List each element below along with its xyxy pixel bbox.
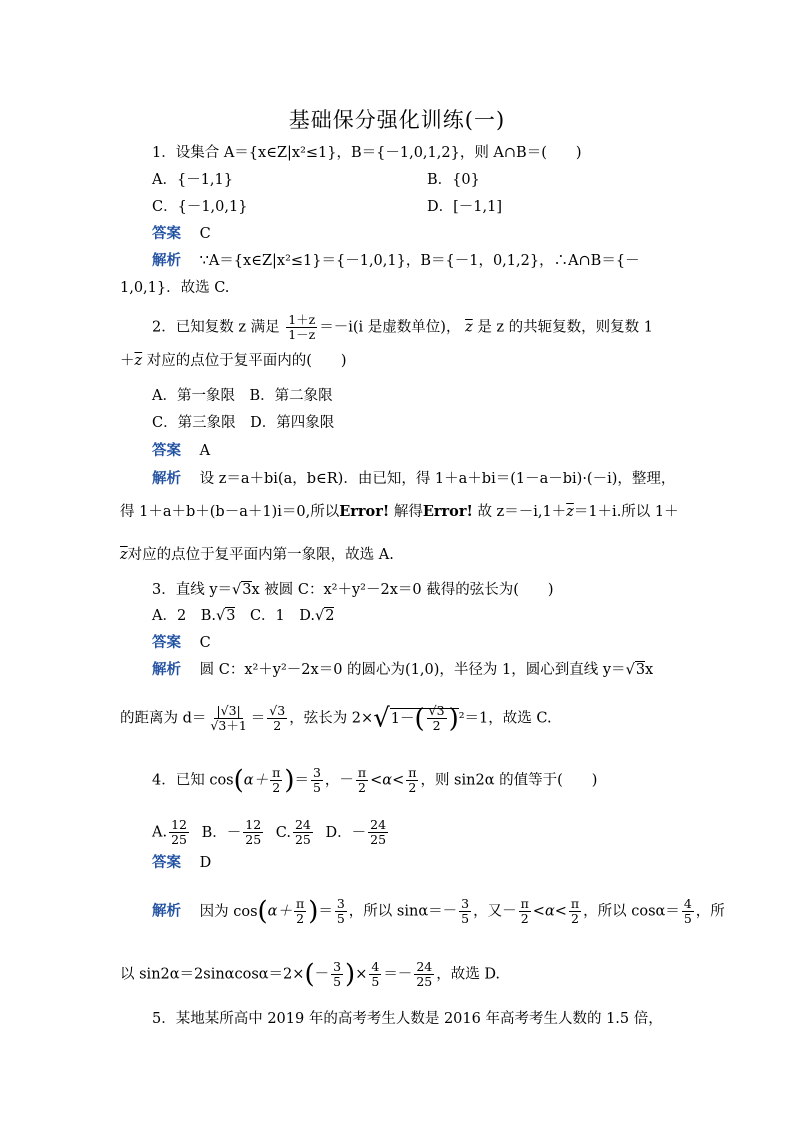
q4-stem-b: ，－ xyxy=(324,772,354,789)
q1-answer xyxy=(152,224,211,244)
q3-distance-frac xyxy=(208,704,248,733)
q4-an-1d: ，所以 cosα＝ xyxy=(583,903,680,920)
q3-opt-a-b: A．2 B. xyxy=(152,608,216,624)
q4-a-den: 25 xyxy=(171,832,187,847)
q4-an-five-2: 5 xyxy=(461,911,470,926)
q3-frac2-den: 2 xyxy=(273,718,282,733)
q4-an-25: 25 xyxy=(416,974,433,989)
q4-alpha-plus: α＋ xyxy=(243,772,269,789)
q2-zbar-3: $\overline{z}$ xyxy=(566,504,574,520)
q2-options-ab: A．第一象限 B．第二象限 xyxy=(152,388,333,404)
q3-analysis-1a: 圆 C：x²＋y²－2x＝0 的圆心为(1,0)，半径为 1，圆心到直线 y＝ xyxy=(199,662,626,678)
q4-five: 5 xyxy=(312,780,321,795)
q1-answer-value: C xyxy=(199,226,211,242)
q1-stem: 1．设集合 A＝{x∈Z|x²≤1}，B＝{－1,0,1,2}，则 A∩B＝( ) xyxy=(152,145,582,161)
answer-label: 答案 xyxy=(152,225,181,242)
q2-analysis-2c: 故 z＝－i,1＋ xyxy=(477,504,567,520)
q4-d-num: 24 xyxy=(370,817,387,832)
q4-opt-a: A. xyxy=(152,824,168,841)
q3-opt-c-d: C．1 D. xyxy=(235,608,315,624)
answer-label: 答案 xyxy=(152,442,181,459)
q3-stem: 3．直线 y＝√3x 被圆 C：x²＋y²－2x＝0 截得的弦长为( ) xyxy=(152,582,554,598)
q3-analysis-line1: 解析 圆 C：x²＋y²－2x＝0 的圆心为(1,0)，半径为 1，圆心到直线 y＝√3x xyxy=(152,661,654,678)
q3-analysis-2c: ²＝1，故选 C. xyxy=(458,710,552,727)
q4-a-num: 12 xyxy=(171,817,187,832)
q4-an-five-3: 5 xyxy=(683,911,692,926)
q4-opt-d: D．－ xyxy=(325,824,367,841)
q2-stem-c: 是 z 的共轭复数，则复数 1 xyxy=(477,319,654,336)
q4-an-three-2: 3 xyxy=(461,896,470,911)
q3-analysis-line2: 的距离为 d＝ $\frac{|√3|}{√3+1}$ ＝ $\frac{√3}{2}$ ，弦长为 2×√1－( $\frac{√3}{2}$ )²＝1，故选 C. xyxy=(120,703,552,734)
answer-label: 答案 xyxy=(152,854,181,871)
q4-c-den: 25 xyxy=(294,832,311,847)
q2-answer-value: A xyxy=(199,443,211,459)
q2-zbar-2: $\overline{z}$ xyxy=(134,353,143,369)
q2-stem-line2 xyxy=(120,351,347,371)
q4-d-den: 25 xyxy=(370,832,387,847)
q1-analysis-text1: ∵A＝{x∈Z|x²≤1}＝{－1,0,1}，B＝{－1，0,1,2}，∴A∩B＝{－ xyxy=(199,253,640,269)
q2-analysis-2b: 解得 xyxy=(393,504,423,520)
q2-options-cd: C．第三象限 D．第四象限 xyxy=(152,415,335,431)
q4-an-1b: ，所以 sinα＝－ xyxy=(348,903,458,920)
q4-stem: 4．已知 cos(α＋ $\frac{\pi}{2}$ )＝ $\frac{3}{5}$ ，－ $\frac{\pi}{2}$ <α< $\frac{\pi}{2}$ ，则 sin2α 的值等于( ) xyxy=(152,765,598,796)
q4-an-1a: 因为 cos xyxy=(199,903,258,920)
q3-opt-b-value: 3 xyxy=(226,608,236,624)
q1-analysis-line2: 1,0,1}．故选 C. xyxy=(120,280,230,296)
analysis-label: 解析 xyxy=(152,902,181,920)
q4-b-den: 25 xyxy=(245,832,262,847)
q2-analysis-2a: 得 1＋a＋b＋(b－a＋1)i＝0,所以 xyxy=(120,504,340,520)
q4-an-five-5: 5 xyxy=(371,974,380,989)
q4-an-two-2: 2 xyxy=(520,911,529,926)
q4-options xyxy=(152,818,390,847)
q4-an-pi: π xyxy=(295,896,305,911)
analysis-label: 解析 xyxy=(152,661,181,678)
q4-an-24: 24 xyxy=(416,959,433,974)
q3-analysis-2b: ，弦长为 2× xyxy=(289,710,374,727)
q3-answer-value: C xyxy=(199,635,211,651)
q1-analysis-line1 xyxy=(152,251,640,271)
q4-an-three-3: 3 xyxy=(333,959,342,974)
q3-analysis-1b: x xyxy=(645,662,654,678)
q4-pi-3: π xyxy=(408,765,417,780)
q4-an-three: 3 xyxy=(336,896,345,911)
analysis-label: 解析 xyxy=(152,252,181,269)
q4-an-pi-2: π xyxy=(520,896,529,911)
q3-eq: ＝ xyxy=(250,710,266,727)
q4-three: 3 xyxy=(312,765,321,780)
q4-b-num: 12 xyxy=(245,817,262,832)
q4-stem-c: ，则 sin2α 的值等于( ) xyxy=(420,772,598,789)
q4-two: 2 xyxy=(272,780,281,795)
q2-analysis-text1: 设 z＝a＋bi(a，b∈R)．由已知，得 1＋a＋bi＝(1－a－bi)·(－i)，整理， xyxy=(199,471,676,487)
q4-an-2b: × xyxy=(355,966,368,983)
q4-analysis-line2: 以 sin2α＝2sinαcosα＝2×(－ $\frac{3}{5}$ )× $\frac{4}{5}$ ＝－ $\frac{24}{25}$ ，故选 D. xyxy=(120,959,501,990)
q3-frac3-num: √3 xyxy=(428,703,445,718)
q1-option-b: B．{0} xyxy=(427,172,480,188)
q2-zbar: $\overline{z}$ xyxy=(465,319,473,336)
q4-two-3: 2 xyxy=(408,780,417,795)
q3-stem-a: 3．直线 y＝ xyxy=(152,582,233,598)
q2-analysis-line2 xyxy=(120,502,679,522)
q3-frac2-num: √3 xyxy=(269,703,286,718)
q2-stem-b: ＝－i(i 是虚数单位)， xyxy=(319,319,461,336)
q3-opt-d-value: 2 xyxy=(325,608,335,624)
q4-an-1c: ，又－ xyxy=(473,903,517,920)
q4-analysis-line1: 解析 因为 cos(α＋ $\frac{\pi}{2}$ )＝ $\frac{3}{5}$ ，所以 sinα＝－ $\frac{3}{5}$ ，又－ $\frac{\pi}{2}$ <α< $\frac{\pi}{2}$ ，所以 cosα＝ $\frac{4}{5}$ ，所 xyxy=(152,896,725,927)
q2-frac-den: 1－z xyxy=(288,327,316,342)
q4-an-2d: ，故选 D. xyxy=(436,966,501,983)
q3-sqrt3: 3 xyxy=(242,582,252,598)
q4-an-two: 2 xyxy=(296,911,305,926)
page-title: 基础保分强化训练(一) xyxy=(288,108,506,132)
q4-an-four: 4 xyxy=(683,896,692,911)
q1-option-c: C．{－1,0,1} xyxy=(152,199,248,215)
q2-stem-a: 2．已知复数 z 满足 xyxy=(152,319,280,336)
q4-an-pi-3: π xyxy=(570,896,580,911)
q2-stem-line1 xyxy=(152,313,653,342)
q4-c-num: 24 xyxy=(294,817,311,832)
q5-stem: 5．某地某所高中 2019 年的高考考生人数是 2016 年高考考生人数的 1.5 倍， xyxy=(152,1011,663,1027)
q3-result-frac xyxy=(267,704,287,733)
q4-range: <α< xyxy=(370,772,405,789)
q2-error-2: Error! xyxy=(422,503,473,520)
q3-answer xyxy=(152,633,211,653)
q3-options: A．2 B.√3 C．1 D.√2 xyxy=(152,608,335,624)
q4-an-two-3: 2 xyxy=(571,911,579,926)
q3-stem-b: x 被圆 C：x²＋y²－2x＝0 截得的弦长为( ) xyxy=(251,582,554,598)
q3-radicand: 1－( $\frac{√3}{2}$ ) xyxy=(390,703,459,734)
q4-opt-c: C. xyxy=(275,824,291,841)
q4-an-eq: ＝ xyxy=(318,903,333,920)
q3-inner-one: 1－ xyxy=(390,710,415,727)
q2-zbar-4: $\overline{z}$ xyxy=(120,547,128,563)
q4-pi: π xyxy=(272,765,281,780)
q2-analysis-3: 对应的点位于复平面内第一象限，故选 A. xyxy=(127,547,394,563)
q4-an-2a: 以 sin2α＝2sinαcosα＝2× xyxy=(120,966,305,983)
q3-frac3-den: 2 xyxy=(432,718,441,733)
answer-label: 答案 xyxy=(152,634,181,651)
q4-an-alpha: α＋ xyxy=(267,903,292,920)
q4-an-four-2: 4 xyxy=(371,959,380,974)
q4-eq: ＝ xyxy=(294,772,309,789)
q2-analysis-2d: ＝1＋i.所以 1＋ xyxy=(573,504,679,520)
q2-analysis-line1 xyxy=(152,469,675,489)
q4-an-1e: ，所 xyxy=(695,903,725,920)
q4-two-2: 2 xyxy=(358,780,366,795)
q4-an-five: 5 xyxy=(336,911,345,926)
q4-an-range: <α< xyxy=(532,903,567,920)
q4-answer-value: D xyxy=(199,855,212,871)
q2-plus: ＋ xyxy=(120,353,135,369)
q1-option-d: D．[－1,1] xyxy=(427,199,502,215)
q4-opt-b: B．－ xyxy=(201,824,242,841)
q3-frac1-num: |√3| xyxy=(216,703,241,718)
q2-fraction xyxy=(286,313,317,342)
q3-analysis-2a: 的距离为 d＝ xyxy=(120,710,207,727)
q4-pi-2: π xyxy=(357,765,367,780)
q2-error-1: Error! xyxy=(339,503,390,520)
q2-answer xyxy=(152,441,210,461)
q2-stem-d: 对应的点位于复平面内的( ) xyxy=(146,353,347,369)
q4-an-five-4: 5 xyxy=(333,974,342,989)
q3-analysis-sqrt: 3 xyxy=(635,662,646,678)
q2-frac-num: 1＋z xyxy=(288,312,316,327)
q3-frac1-den: √3＋1 xyxy=(210,718,247,733)
q2-analysis-line3 xyxy=(120,545,394,565)
q4-answer xyxy=(152,853,211,873)
q1-option-a: A．{－1,1} xyxy=(152,172,233,188)
q4-stem-a: 4．已知 cos xyxy=(152,772,234,789)
analysis-label: 解析 xyxy=(152,470,181,487)
q4-an-2c: ＝－ xyxy=(383,966,413,983)
